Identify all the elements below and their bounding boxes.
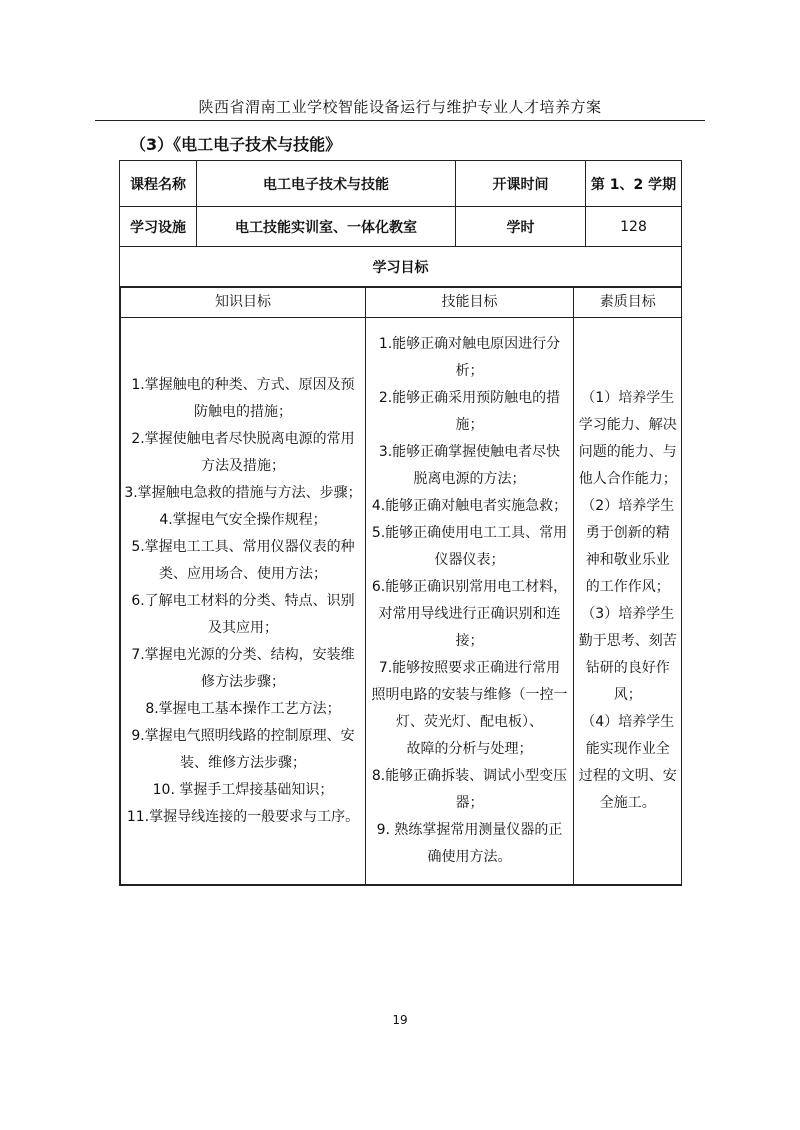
- quality-line: 钻研的良好作: [585, 660, 670, 676]
- goals-body: [121, 318, 682, 885]
- skill-goals-header: 技能目标: [366, 288, 574, 318]
- knowledge-line: 方法及措施；: [201, 457, 285, 474]
- start-time-label: 开课时间: [456, 161, 586, 207]
- page-header: 陕西省渭南工业学校智能设备运行与维护专业人才培养方案: [198, 98, 602, 116]
- goals-header-row: [120, 247, 682, 287]
- quality-line: 勤于思考、刻苦: [578, 633, 677, 649]
- quality-line: 风；: [613, 687, 642, 703]
- course-name-label: 课程名称: [120, 161, 197, 207]
- skill-line: 对常用导线进行正确识别和连: [378, 606, 561, 622]
- skill-line: 6.能够正确识别常用电工材料，: [371, 579, 568, 595]
- skill-line: 灯、荧光灯、配电板）、: [396, 714, 543, 730]
- knowledge-line: 9.掌握电气照明线路的控制原理、安: [131, 727, 355, 744]
- knowledge-goals-list: [121, 318, 366, 885]
- page-number: 19: [392, 1013, 408, 1027]
- skill-line: 确使用方法。: [427, 849, 512, 865]
- hours-label: 学时: [456, 207, 586, 247]
- facility-row: [120, 207, 682, 247]
- skill-line: 3.能够正确掌握使触电者尽快: [378, 444, 561, 460]
- knowledge-line: 7.掌握电光源的分类、结构，安装维: [131, 646, 355, 663]
- section-title: （3）《电工电子技术与技能》: [130, 135, 342, 154]
- quality-line: 神和敬业乐业: [585, 552, 670, 568]
- knowledge-line: 及其应用；: [208, 619, 278, 636]
- header-divider: [95, 120, 705, 121]
- knowledge-line: 5.掌握电工工具、常用仪器仪表的种: [131, 538, 355, 555]
- skill-line: 8.能够正确拆装、调试小型变压: [371, 768, 568, 784]
- skill-line: 1.能够正确对触电原因进行分: [378, 336, 561, 352]
- quality-line: 他人合作能力；: [578, 471, 677, 487]
- skill-line: 仪器仪表；: [434, 552, 505, 568]
- knowledge-line: 6.了解电工材料的分类、特点、识别: [131, 592, 355, 609]
- knowledge-line: 4.掌握电气安全操作规程；: [159, 511, 327, 528]
- goals-header: 学习目标: [120, 247, 682, 287]
- skill-line: 4.能够正确对触电者实施急救；: [371, 498, 568, 514]
- skill-line: 5.能够正确使用电工工具、常用: [371, 525, 568, 541]
- quality-line: 过程的文明、安: [578, 768, 677, 784]
- quality-line: 勇于创新的精: [585, 525, 670, 541]
- skill-line: 故障的分析与处理；: [406, 741, 533, 757]
- knowledge-line: 修方法步骤；: [201, 673, 285, 690]
- goals-content-row: [120, 287, 682, 886]
- facility-label: 学习设施: [120, 207, 197, 247]
- goals-subtable: [120, 287, 682, 885]
- quality-line: 学习能力、解决: [578, 417, 677, 433]
- knowledge-line: 11.掌握导线连接的一般要求与工序。: [126, 808, 360, 825]
- goals-column-headers: [121, 288, 682, 318]
- quality-line: 的工作作风；: [585, 579, 670, 595]
- quality-goals-list: [574, 318, 682, 885]
- knowledge-line: 8.掌握电工基本操作工艺方法；: [145, 700, 341, 717]
- quality-line: 全施工。: [599, 795, 656, 811]
- quality-line: 能实现作业全: [585, 741, 670, 757]
- skill-line: 施；: [455, 417, 484, 433]
- quality-line: （2）培养学生: [581, 498, 675, 514]
- knowledge-line: 1.掌握触电的种类、方式、原因及预: [131, 376, 355, 393]
- knowledge-line: 类、应用场合、使用方法；: [159, 565, 327, 582]
- course-table: [119, 160, 682, 886]
- knowledge-line: 防触电的措施；: [194, 403, 292, 420]
- skill-line: 照明电路的安装与维修（一控一: [371, 687, 568, 703]
- quality-line: （1）培养学生: [581, 390, 675, 406]
- skill-line: 析；: [455, 363, 484, 379]
- quality-line: 问题的能力、与: [578, 444, 677, 460]
- knowledge-line: 3.掌握触电急救的措施与方法、步骤；: [124, 484, 362, 501]
- hours-value: 128: [586, 207, 682, 247]
- knowledge-line: 装、维修方法步骤；: [180, 754, 306, 771]
- knowledge-line: 2.掌握使触电者尽快脱离电源的常用: [131, 430, 355, 447]
- knowledge-line: 10. 掌握手工焊接基础知识；: [152, 781, 334, 798]
- facility-value: 电工技能实训室、一体化教室: [197, 207, 456, 247]
- skill-goals-list: [366, 318, 574, 885]
- start-time-value: 第 1、2 学期: [586, 161, 682, 207]
- course-name-row: [120, 161, 682, 207]
- skill-line: 9. 熟练掌握常用测量仪器的正: [376, 822, 563, 838]
- quality-goals-header: 素质目标: [574, 288, 682, 318]
- skill-line: 器；: [455, 795, 484, 811]
- skill-line: 2.能够正确采用预防触电的措: [378, 390, 561, 406]
- course-name-value: 电工电子技术与技能: [197, 161, 456, 207]
- quality-line: （4）培养学生: [581, 714, 675, 730]
- goals-content: [120, 287, 682, 886]
- skill-line: 7.能够按照要求正确进行常用: [378, 660, 561, 676]
- skill-line: 脱离电源的方法；: [413, 471, 526, 487]
- skill-line: 接；: [455, 633, 484, 649]
- knowledge-goals-header: 知识目标: [121, 288, 366, 318]
- quality-line: （3）培养学生: [581, 606, 675, 622]
